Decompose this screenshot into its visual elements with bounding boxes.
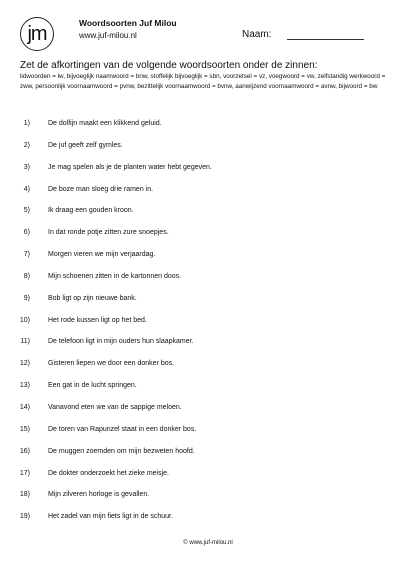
question-item (0, 291, 416, 313)
question-list (0, 116, 416, 531)
question-sentence: Mijn zilveren horloge is gevallen. (48, 491, 150, 499)
question-item (0, 444, 416, 466)
question-number: 5) (23, 207, 30, 215)
question-sentence: De juf geeft zelf gymles. (48, 141, 123, 149)
question-item (0, 160, 416, 182)
question-sentence: Morgen vieren we mijn verjaardag. (48, 251, 156, 259)
question-sentence: De dokter onderzoekt het zieke meisje. (48, 469, 170, 477)
question-sentence: Bob ligt op zijn nieuwe bank. (48, 294, 137, 302)
question-item (0, 116, 416, 138)
question-number: 19) (19, 513, 30, 521)
site-name: Woordsoorten Juf Milou (79, 18, 177, 28)
question-number: 13) (19, 382, 30, 390)
name-label: Naam: (242, 29, 272, 40)
question-number: 17) (19, 469, 30, 477)
question-item (0, 509, 416, 531)
question-number: 8) (23, 272, 30, 280)
question-number: 2) (23, 141, 30, 149)
question-item (0, 422, 416, 444)
question-number: 1) (23, 120, 30, 127)
abbreviation-legend: lidwoorden = lw, bijvoeglijk naamwoord = bnw, stoffelijk bijvoeglijk = sbn, voorzetsel = vz, voegwoord = vw, zelfstandig werkwoord = zww, persoonlijk voornaamwoord = pvnw, bezittelijk voornaamwoord = bvnw, aanwijzend voornaamwoord = avnw, bijwoord = bw (20, 73, 386, 90)
question-sentence: De boze man sloeg drie ramen in. (48, 185, 154, 193)
question-sentence: Het rode kussen ligt op het bed. (48, 316, 147, 324)
question-sentence: In dat ronde potje zitten zure snoepjes. (48, 229, 169, 237)
question-item (0, 466, 416, 488)
question-sentence: Gisteren liepen we door een donker bos. (48, 360, 175, 368)
question-sentence: Je mag spelen als je de planten water hebt gegeven. (48, 163, 212, 171)
question-number: 10) (19, 316, 30, 324)
question-item (0, 269, 416, 291)
question-item (0, 356, 416, 378)
question-item (0, 225, 416, 247)
instruction: Zet de afkortingen van de volgende woordsoorten onder de zinnen: (20, 60, 318, 71)
question-number: 14) (19, 403, 30, 411)
question-item (0, 182, 416, 204)
question-sentence: Een gat in de lucht springen. (48, 382, 137, 390)
question-item (0, 378, 416, 400)
question-item (0, 400, 416, 422)
question-sentence: De muggen zoemden om mijn bezweten hoofd. (48, 447, 195, 455)
question-sentence: Ik draag een gouden kroon. (48, 207, 134, 215)
question-number: 9) (23, 294, 30, 302)
question-item (0, 203, 416, 225)
question-item (0, 313, 416, 335)
footer-copyright: © www.juf-milou.nl (183, 540, 233, 546)
question-item (0, 247, 416, 269)
question-number: 16) (19, 447, 30, 455)
question-sentence: De dolfijn maakt een klikkend geluid. (48, 120, 162, 127)
question-number: 15) (19, 425, 30, 433)
question-sentence: Vanavond eten we van de sappige meloen. (48, 403, 182, 411)
site-url: www.juf-milou.nl (79, 31, 137, 40)
question-number: 18) (19, 491, 30, 499)
question-number: 12) (19, 360, 30, 368)
question-number: 11) (20, 338, 30, 346)
name-answer-line[interactable] (287, 39, 364, 40)
question-number: 4) (23, 185, 30, 193)
question-sentence: Het zadel van mijn fiets ligt in de schuur. (48, 513, 173, 521)
site-logo: jm (20, 17, 54, 51)
question-item (0, 487, 416, 509)
question-sentence: De telefoon ligt in mijn ouders hun slaapkamer. (48, 338, 194, 346)
question-number: 3) (23, 163, 30, 171)
question-item (0, 334, 416, 356)
question-item (0, 138, 416, 160)
question-number: 7) (23, 251, 30, 259)
question-sentence: Mijn schoenen zitten in de kartonnen doos. (48, 272, 182, 280)
question-sentence: De toren van Rapunzel staat in een donker bos. (48, 425, 197, 433)
question-number: 6) (23, 229, 30, 237)
